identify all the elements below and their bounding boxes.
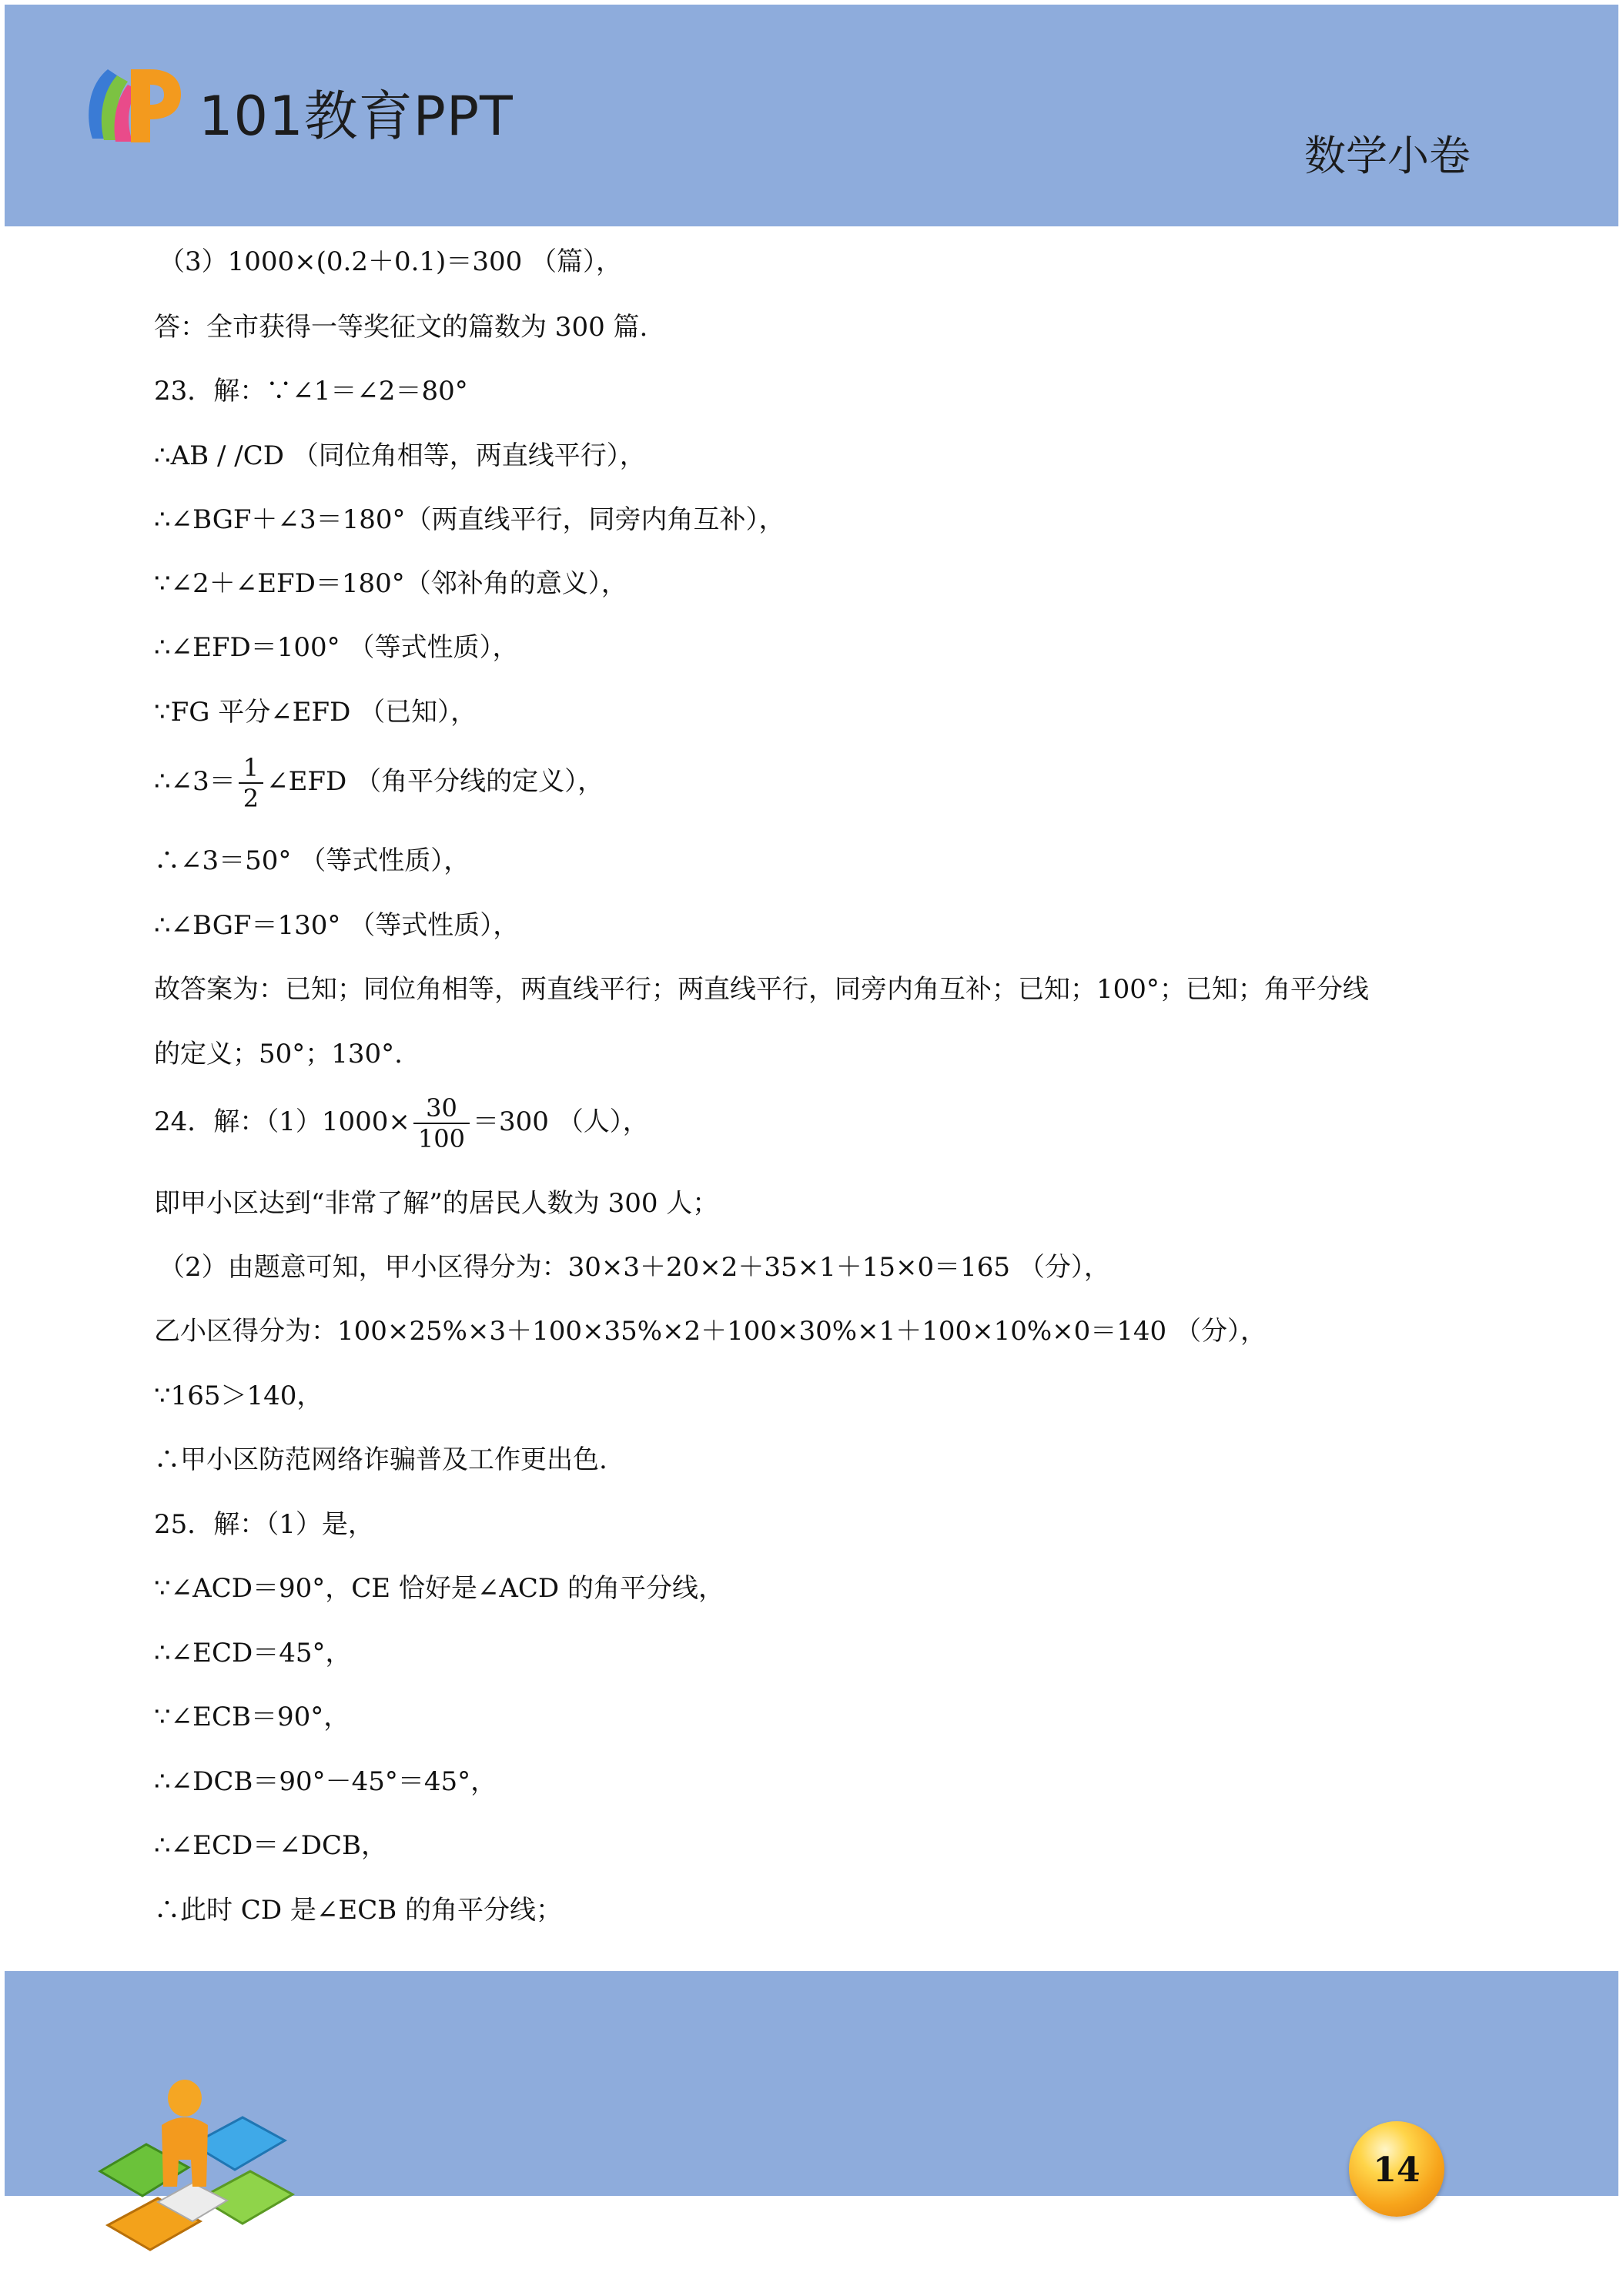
document-subject: 数学小卷 bbox=[1304, 132, 1471, 180]
text-line: 的定义；50°；130°. bbox=[154, 1039, 403, 1069]
text-line: ∵∠ECB＝90°， bbox=[154, 1702, 350, 1732]
page-number-badge bbox=[1349, 2121, 1444, 2217]
text-line: ∴∠ECD＝∠DCB， bbox=[154, 1830, 387, 1861]
text-line: ∵∠ACD＝90°，CE 恰好是∠ACD 的角平分线， bbox=[154, 1573, 724, 1604]
brand-name: 101教育PPT bbox=[199, 85, 514, 148]
text-line: ∴∠DCB＝90°－45°＝45°， bbox=[154, 1766, 497, 1797]
text-segment: ∴∠3＝ bbox=[154, 766, 236, 797]
text-line: ∴∠ECD＝45°， bbox=[154, 1638, 352, 1668]
fraction bbox=[413, 1093, 470, 1153]
text-line: ∴AB / /CD （同位角相等，两直线平行）， bbox=[154, 440, 646, 471]
text-line: 故答案为：已知；同位角相等，两直线平行；两直线平行，同旁内角互补；已知；100°；已知；角平分线 bbox=[154, 974, 1369, 1005]
text-line: （3）1000×(0.2＋0.1)＝300 （篇）， bbox=[159, 246, 623, 277]
brand-logo-icon bbox=[77, 54, 185, 162]
fraction-numerator: 1 bbox=[239, 753, 263, 784]
text-segment: ∠EFD （角平分线的定义）， bbox=[266, 766, 604, 797]
text-line: ∴∠EFD＝100° （等式性质）， bbox=[154, 632, 519, 663]
decorative-figure-icon bbox=[85, 2071, 300, 2264]
text-line: 23．解：∵∠1＝∠2＝80° bbox=[154, 376, 468, 407]
text-line: （2）由题意可知，甲小区得分为：30×3＋20×2＋35×1＋15×0＝165 （分）， bbox=[159, 1252, 1110, 1283]
text-line: ∵∠2＋∠EFD＝180°（邻补角的意义）， bbox=[154, 568, 627, 599]
fraction-numerator: 30 bbox=[413, 1093, 470, 1124]
text-line: 乙小区得分为：100×25%×3＋100×35%×2＋100×30%×1＋100×10%×0＝140 （分）， bbox=[154, 1316, 1267, 1347]
fraction-denominator: 100 bbox=[417, 1124, 465, 1153]
text-line: ∵165＞140， bbox=[154, 1381, 323, 1411]
text-line bbox=[154, 753, 604, 813]
text-line: ∴此时 CD 是∠ECB 的角平分线； bbox=[154, 1895, 563, 1926]
text-segment: 24．解：（1）1000× bbox=[154, 1106, 410, 1137]
text-line: ∴∠BGF＋∠3＝180°（两直线平行，同旁内角互补）， bbox=[154, 504, 785, 535]
text-line: ∴∠3＝50° （等式性质）， bbox=[154, 845, 470, 876]
text-line: 25．解：（1）是， bbox=[154, 1509, 374, 1540]
fraction-denominator: 2 bbox=[243, 784, 259, 813]
text-line: ∵FG 平分∠EFD （已知）， bbox=[154, 697, 477, 728]
text-line: 答：全市获得一等奖征文的篇数为 300 篇. bbox=[154, 312, 648, 343]
fraction bbox=[239, 753, 263, 813]
text-line: 即甲小区达到“非常了解”的居民人数为 300 人； bbox=[154, 1188, 719, 1219]
text-line: ∴∠BGF＝130° （等式性质）， bbox=[154, 910, 520, 941]
text-line: ∴甲小区防范网络诈骗普及工作更出色. bbox=[154, 1444, 607, 1475]
text-line bbox=[154, 1093, 649, 1153]
page-number: 14 bbox=[1373, 2150, 1421, 2190]
text-segment: ＝300 （人）， bbox=[473, 1106, 649, 1137]
